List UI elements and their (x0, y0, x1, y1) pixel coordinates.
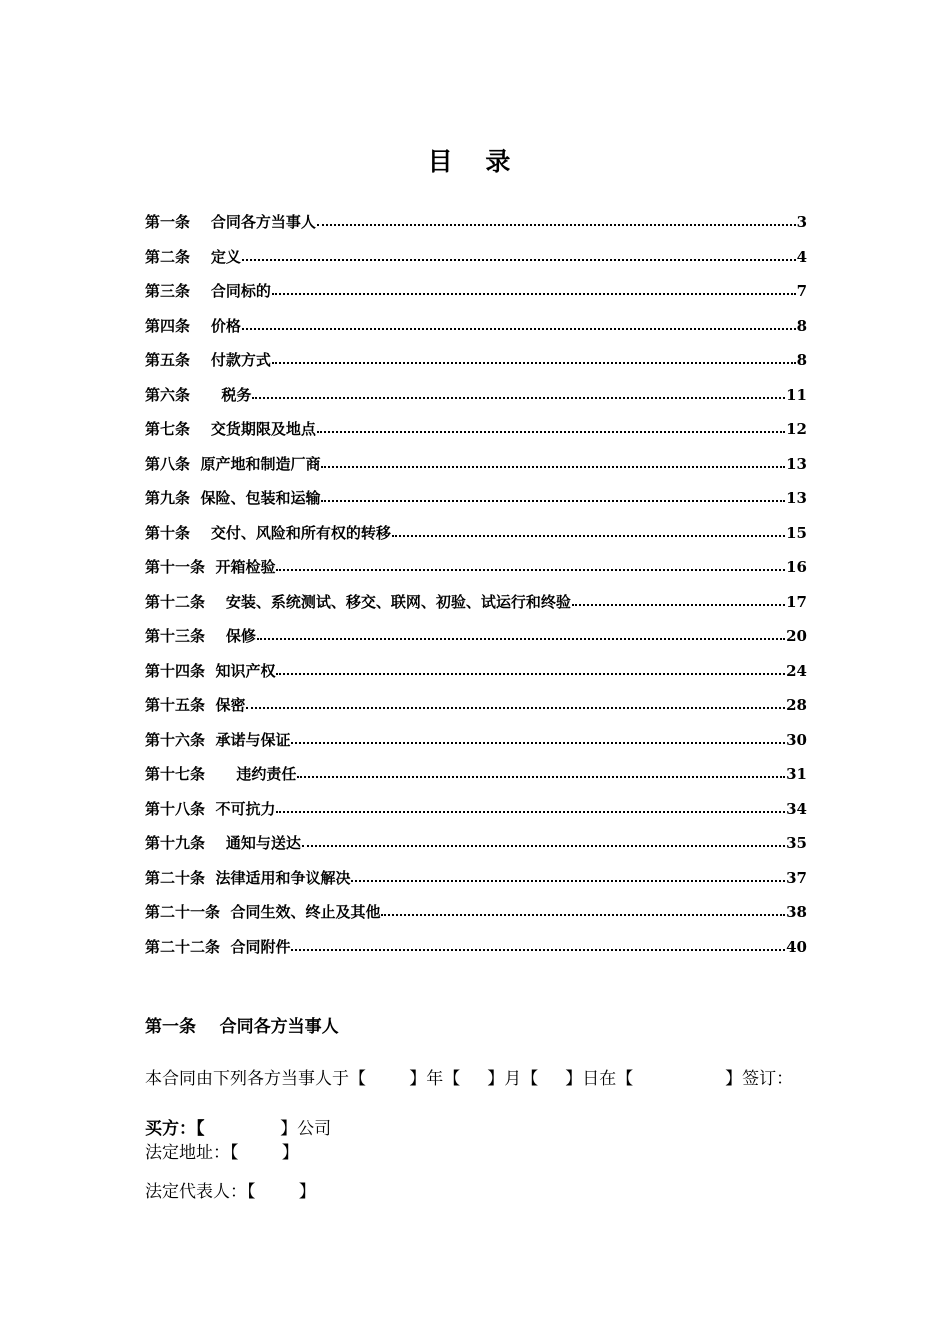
section-heading: 第一条 合同各方当事人 (145, 1017, 339, 1037)
toc-dot-leader (317, 427, 785, 433)
toc-entry[interactable] (145, 516, 807, 551)
toc-dot-leader (321, 462, 785, 468)
toc-dot-leader (276, 669, 785, 675)
toc-entry[interactable] (145, 447, 807, 482)
table-of-contents (145, 205, 807, 964)
toc-entry-label: 第十一条 开箱检验 (145, 558, 276, 576)
toc-entry-page-number: 37 (786, 868, 807, 887)
legal-address-line: 法定地址：【 】 (145, 1143, 299, 1163)
toc-entry-page-number: 35 (786, 834, 807, 852)
toc-entry-page-number: 13 (786, 454, 807, 473)
toc-entry[interactable] (145, 654, 807, 689)
toc-entry-label: 第十三条 保修 (145, 627, 256, 645)
toc-entry-page-number: 40 (786, 937, 807, 956)
toc-entry-label: 第六条 税务 (145, 385, 252, 404)
toc-entry-label: 第一条 合同各方当事人 (145, 213, 316, 231)
toc-dot-leader (291, 738, 785, 744)
toc-entry-label: 第十条 交付、风险和所有权的转移 (145, 523, 391, 542)
toc-entry-label: 第十六条 承诺与保证 (145, 730, 291, 749)
toc-entry[interactable] (145, 895, 807, 930)
toc-entry-label: 第三条 合同标的 (145, 282, 271, 300)
toc-entry-page-number: 28 (786, 696, 807, 714)
toc-entry-page-number: 7 (796, 282, 807, 300)
toc-entry-page-number: 8 (796, 351, 807, 369)
toc-entry-label: 第二十条 法律适用和争议解决 (145, 868, 351, 887)
toc-dot-leader (252, 393, 785, 399)
toc-entry-label: 第七条 交货期限及地点 (145, 420, 316, 438)
toc-dot-leader (291, 945, 785, 951)
toc-entry-page-number: 13 (786, 489, 807, 507)
toc-entry-label: 第四条 价格 (145, 316, 241, 335)
buyer-name-blank: 】公司 (204, 1119, 332, 1139)
toc-entry[interactable] (145, 240, 807, 275)
toc-entry[interactable] (145, 550, 807, 585)
toc-entry-page-number: 31 (786, 765, 807, 783)
toc-dot-leader (321, 496, 785, 502)
toc-dot-leader (272, 358, 796, 364)
toc-entry[interactable] (145, 723, 807, 758)
toc-dot-leader (392, 531, 785, 537)
toc-entry-label: 第十九条 通知与送达 (145, 834, 301, 852)
toc-dot-leader (242, 255, 796, 261)
toc-entry[interactable] (145, 930, 807, 965)
toc-entry-label: 第十五条 保密 (145, 696, 246, 714)
toc-entry-label: 第十四条 知识产权 (145, 661, 276, 680)
toc-dot-leader (381, 910, 785, 916)
toc-entry[interactable] (145, 792, 807, 827)
toc-dot-leader (276, 807, 785, 813)
toc-entry-label: 第二条 定义 (145, 247, 241, 266)
toc-entry-label: 第九条 保险、包装和运输 (145, 489, 321, 507)
toc-dot-leader (297, 772, 785, 778)
toc-entry-page-number: 12 (786, 420, 807, 438)
toc-entry[interactable] (145, 412, 807, 447)
toc-entry-label: 第十八条 不可抗力 (145, 799, 276, 818)
toc-entry-page-number: 15 (786, 523, 807, 542)
toc-entry-page-number: 30 (786, 730, 807, 749)
toc-entry[interactable] (145, 619, 807, 654)
legal-representative-line: 法定代表人：【 】 (145, 1182, 316, 1202)
toc-entry-label: 第二十二条 合同附件 (145, 937, 291, 956)
toc-entry-page-number: 17 (786, 592, 807, 611)
toc-dot-leader (246, 703, 785, 709)
toc-entry[interactable] (145, 343, 807, 378)
toc-entry[interactable] (145, 481, 807, 516)
toc-dot-leader (572, 600, 785, 606)
toc-entry-label: 第十二条 安装、系统测试、移交、联网、初验、试运行和终验 (145, 592, 571, 611)
toc-dot-leader (257, 634, 785, 640)
toc-entry[interactable] (145, 378, 807, 413)
toc-entry-page-number: 8 (796, 316, 807, 335)
toc-entry-page-number: 20 (786, 627, 807, 645)
toc-dot-leader (276, 565, 785, 571)
toc-entry-label: 第二十一条 合同生效、终止及其他 (145, 903, 381, 921)
toc-entry-page-number: 38 (786, 903, 807, 921)
toc-entry-label: 第五条 付款方式 (145, 351, 271, 369)
toc-title: 目 录 (427, 147, 523, 176)
toc-entry[interactable] (145, 585, 807, 620)
toc-entry-page-number: 4 (796, 247, 807, 266)
toc-dot-leader (242, 324, 796, 330)
toc-entry[interactable] (145, 205, 807, 240)
toc-dot-leader (317, 220, 796, 226)
buyer-line (145, 1114, 331, 1139)
toc-entry-page-number: 24 (786, 661, 807, 680)
toc-entry[interactable] (145, 309, 807, 344)
toc-entry-page-number: 11 (786, 385, 807, 404)
toc-entry-page-number: 3 (796, 213, 807, 231)
toc-entry-label: 第十七条 违约责任 (145, 765, 297, 783)
toc-entry[interactable] (145, 861, 807, 896)
toc-entry-page-number: 16 (786, 558, 807, 576)
toc-entry-page-number: 34 (786, 799, 807, 818)
toc-entry[interactable] (145, 688, 807, 723)
toc-dot-leader (272, 289, 796, 295)
toc-dot-leader (351, 876, 785, 882)
toc-entry[interactable] (145, 757, 807, 792)
toc-entry-label: 第八条 原产地和制造厂商 (145, 454, 321, 473)
toc-entry[interactable] (145, 826, 807, 861)
buyer-label: 买方：【 (145, 1119, 205, 1139)
contract-intro-line: 本合同由下列各方当事人于【 】年【 】月【 】日在【 】签订： (145, 1069, 794, 1089)
toc-dot-leader (302, 841, 785, 847)
toc-entry[interactable] (145, 274, 807, 309)
